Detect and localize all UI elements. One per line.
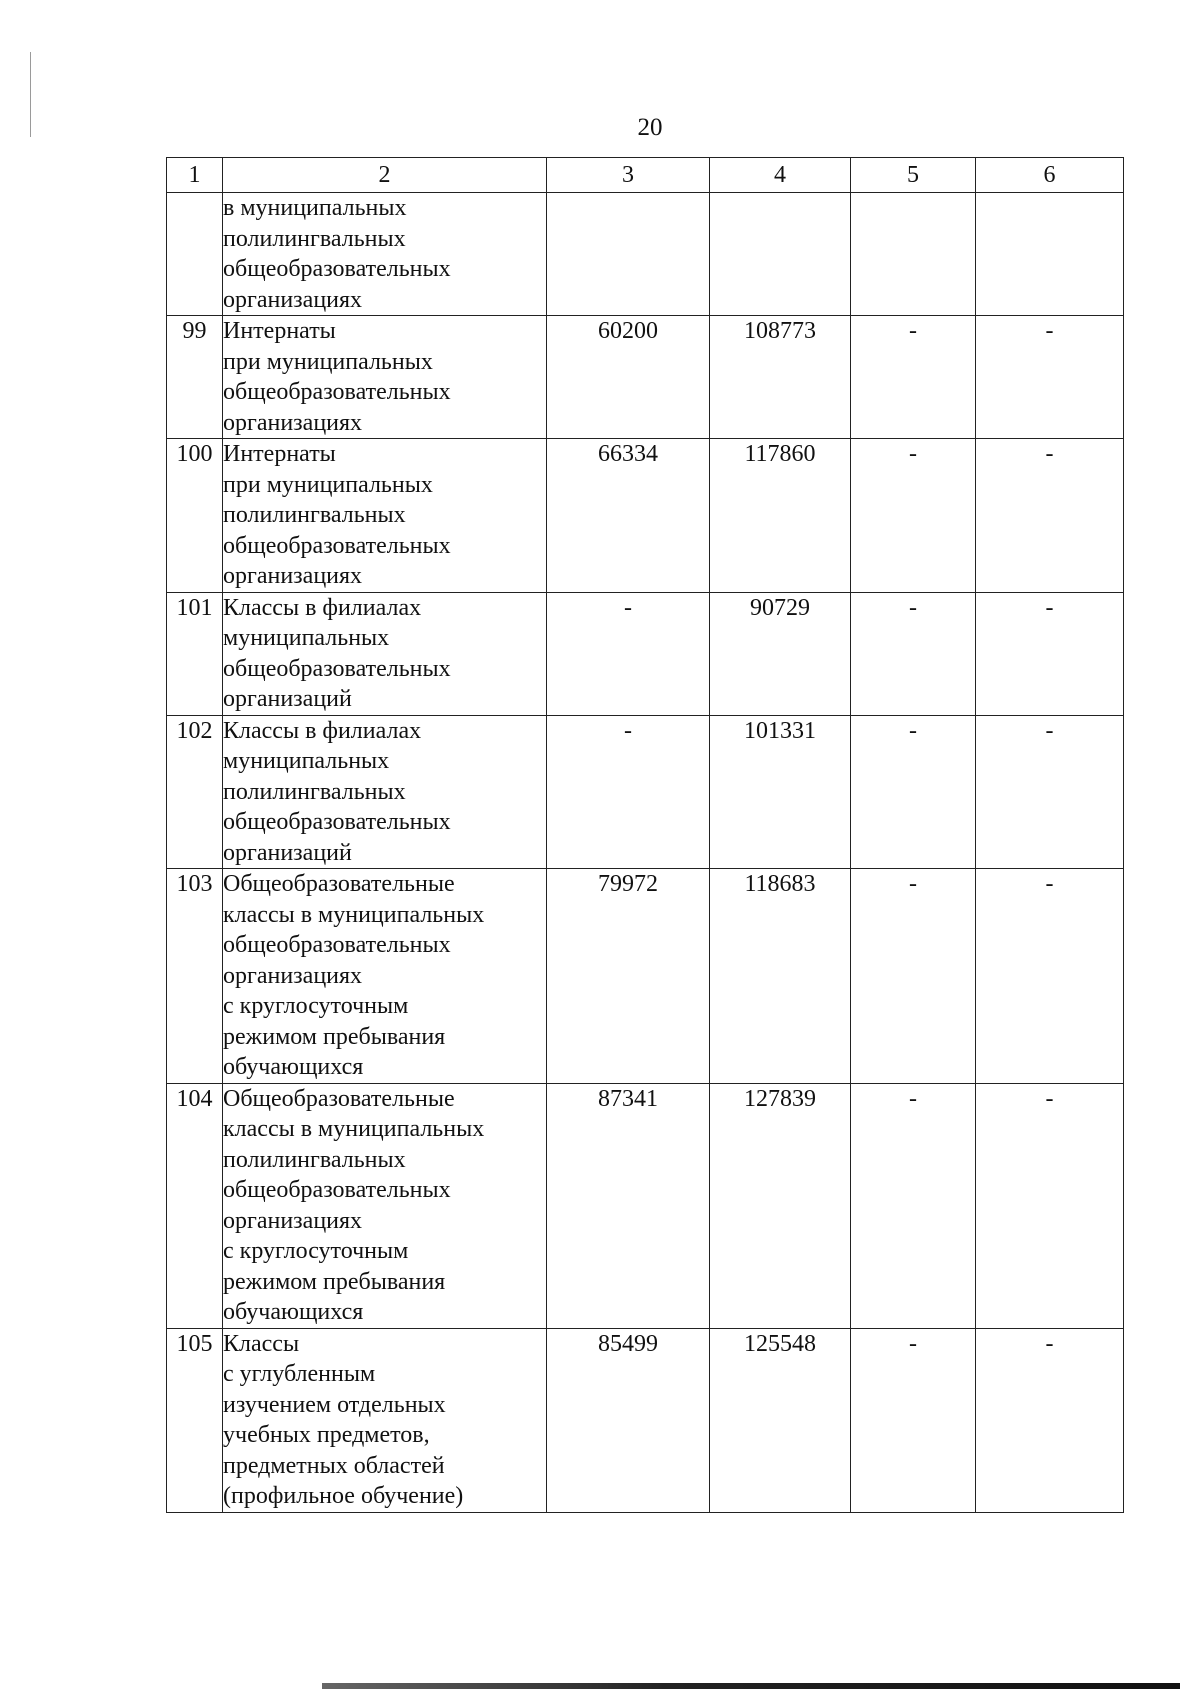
table-row [167,439,1124,593]
row-name-cell: в муниципальных полилингвальных общеобразовательных организациях [223,193,547,316]
row-name-cell: Классы в филиалах муниципальных полилингвальных общеобразовательных организаций [223,715,547,869]
bottom-rule [322,1683,1180,1689]
col5-value-cell: - [851,715,976,869]
row-name-cell: Классы с углубленным изучением отдельных учебных предметов, предметных областей (профильное обучение) [223,1328,547,1512]
col4-value-cell: 108773 [710,316,851,439]
table-row [167,592,1124,715]
col6-value-cell: - [976,715,1124,869]
table-row [167,316,1124,439]
row-name-cell: Классы в филиалах муниципальных общеобразовательных организаций [223,592,547,715]
col3-value-cell: 87341 [547,1083,710,1328]
col3-value-cell: 60200 [547,316,710,439]
col3-value-cell: - [547,715,710,869]
col4-value-cell: 117860 [710,439,851,593]
table-header-row [167,158,1124,193]
col3-value-cell: 79972 [547,869,710,1084]
table-row [167,1083,1124,1328]
row-name-cell: Общеобразовательные классы в муниципальных общеобразовательных организациях с круглосуточным режимом пребывания обучающихся [223,869,547,1084]
col5-value-cell: - [851,439,976,593]
col5-value-cell: - [851,1083,976,1328]
col6-value-cell: - [976,1083,1124,1328]
col3-value-cell: 85499 [547,1328,710,1512]
column-header: 2 [223,158,547,193]
row-number-cell: 105 [167,1328,223,1512]
data-table [166,157,1124,1513]
col5-value-cell: - [851,1328,976,1512]
row-number-cell: 104 [167,1083,223,1328]
row-number-cell: 100 [167,439,223,593]
col6-value-cell: - [976,869,1124,1084]
col4-value-cell: 101331 [710,715,851,869]
column-header: 6 [976,158,1124,193]
value-cell [851,193,976,316]
column-header: 4 [710,158,851,193]
row-number-cell: 101 [167,592,223,715]
row-name-cell: Интернаты при муниципальных полилингвальных общеобразовательных организациях [223,439,547,593]
value-cell [710,193,851,316]
col6-value-cell: - [976,316,1124,439]
row-number-cell: 102 [167,715,223,869]
row-number-cell [167,193,223,316]
value-cell [976,193,1124,316]
row-name-cell: Интернаты при муниципальных общеобразовательных организациях [223,316,547,439]
col3-value-cell: 66334 [547,439,710,593]
col5-value-cell: - [851,592,976,715]
table-row [167,715,1124,869]
row-name-cell: Общеобразовательные классы в муниципальных полилингвальных общеобразовательных организациях с круглосуточным режимом пребывания обучающихся [223,1083,547,1328]
col4-value-cell: 90729 [710,592,851,715]
col5-value-cell: - [851,869,976,1084]
row-number-cell: 99 [167,316,223,439]
table-row [167,869,1124,1084]
col6-value-cell: - [976,439,1124,593]
col4-value-cell: 118683 [710,869,851,1084]
col3-value-cell: - [547,592,710,715]
col6-value-cell: - [976,592,1124,715]
col4-value-cell: 127839 [710,1083,851,1328]
page-number: 20 [637,114,663,141]
col5-value-cell: - [851,316,976,439]
column-header: 3 [547,158,710,193]
col4-value-cell: 125548 [710,1328,851,1512]
value-cell [547,193,710,316]
table-row-continuation [167,193,1124,316]
row-number-cell: 103 [167,869,223,1084]
col6-value-cell: - [976,1328,1124,1512]
column-header: 1 [167,158,223,193]
column-header: 5 [851,158,976,193]
table-row [167,1328,1124,1512]
